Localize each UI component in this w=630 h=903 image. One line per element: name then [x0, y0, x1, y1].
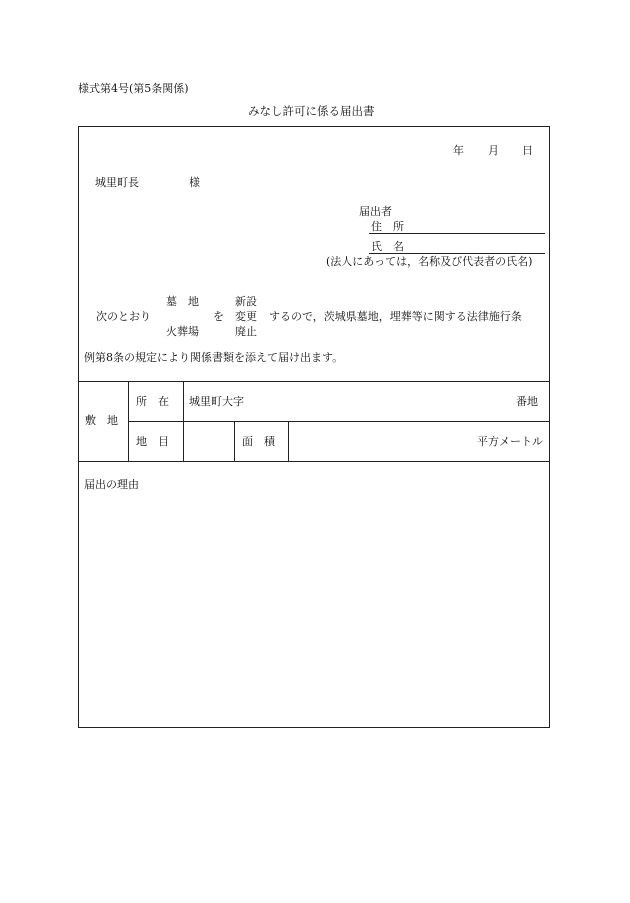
date-year-label: 年: [453, 144, 464, 157]
statement-prefix: 次のとおり: [96, 310, 151, 323]
statement-action-change: 変更: [235, 310, 257, 323]
date-month-label: 月: [488, 144, 499, 157]
date-day-label: 日: [522, 144, 533, 157]
site-lot-unit: 番地: [516, 395, 538, 408]
site-area-label: 面 積: [242, 435, 275, 448]
statement-facility-crematorium: 火葬場: [166, 325, 199, 338]
site-label: 敷 地: [85, 414, 118, 427]
site-area-unit: 平方メートル: [477, 435, 543, 448]
site-category-label: 地 目: [136, 435, 169, 448]
site-column-divider-area-left: [234, 421, 235, 461]
form-number: 様式第4号(第5条関係): [78, 82, 189, 95]
site-column-divider-label: [128, 381, 129, 461]
statement-action-abolish: 廃止: [235, 325, 257, 338]
notifier-address-underline: [369, 233, 545, 234]
notifier-label: 届出者: [359, 205, 392, 218]
form-frame: [78, 126, 550, 728]
statement-middle: するので，茨城県墓地，埋葬等に関する法律施行条: [269, 310, 522, 323]
divider-site-bottom: [78, 461, 550, 462]
statement-continuation: 例第8条の規定により関係書類を添えて届け出ます。: [84, 351, 344, 364]
statement-action-new: 新設: [235, 295, 257, 308]
notifier-address-label: 住 所: [371, 220, 404, 233]
divider-site-middle: [128, 421, 550, 422]
notifier-name-label: 氏 名: [371, 240, 404, 253]
site-location-label: 所 在: [136, 395, 169, 408]
statement-particle: を: [213, 310, 224, 323]
site-location-value: 城里町大字: [189, 395, 244, 408]
addressee-name: 城里町長: [95, 176, 139, 189]
site-column-divider-area-right: [288, 421, 289, 461]
reason-label: 届出の理由: [84, 478, 139, 491]
notifier-name-underline: [369, 253, 545, 254]
statement-facility-cemetery: 墓 地: [166, 295, 199, 308]
addressee-honorific: 様: [189, 176, 200, 189]
form-title: みなし許可に係る届出書: [248, 104, 375, 118]
divider-site-top: [78, 381, 550, 382]
notifier-corporate-note: (法人にあっては，名称及び代表者の氏名): [326, 255, 533, 268]
site-column-divider-sublabel: [183, 381, 184, 461]
